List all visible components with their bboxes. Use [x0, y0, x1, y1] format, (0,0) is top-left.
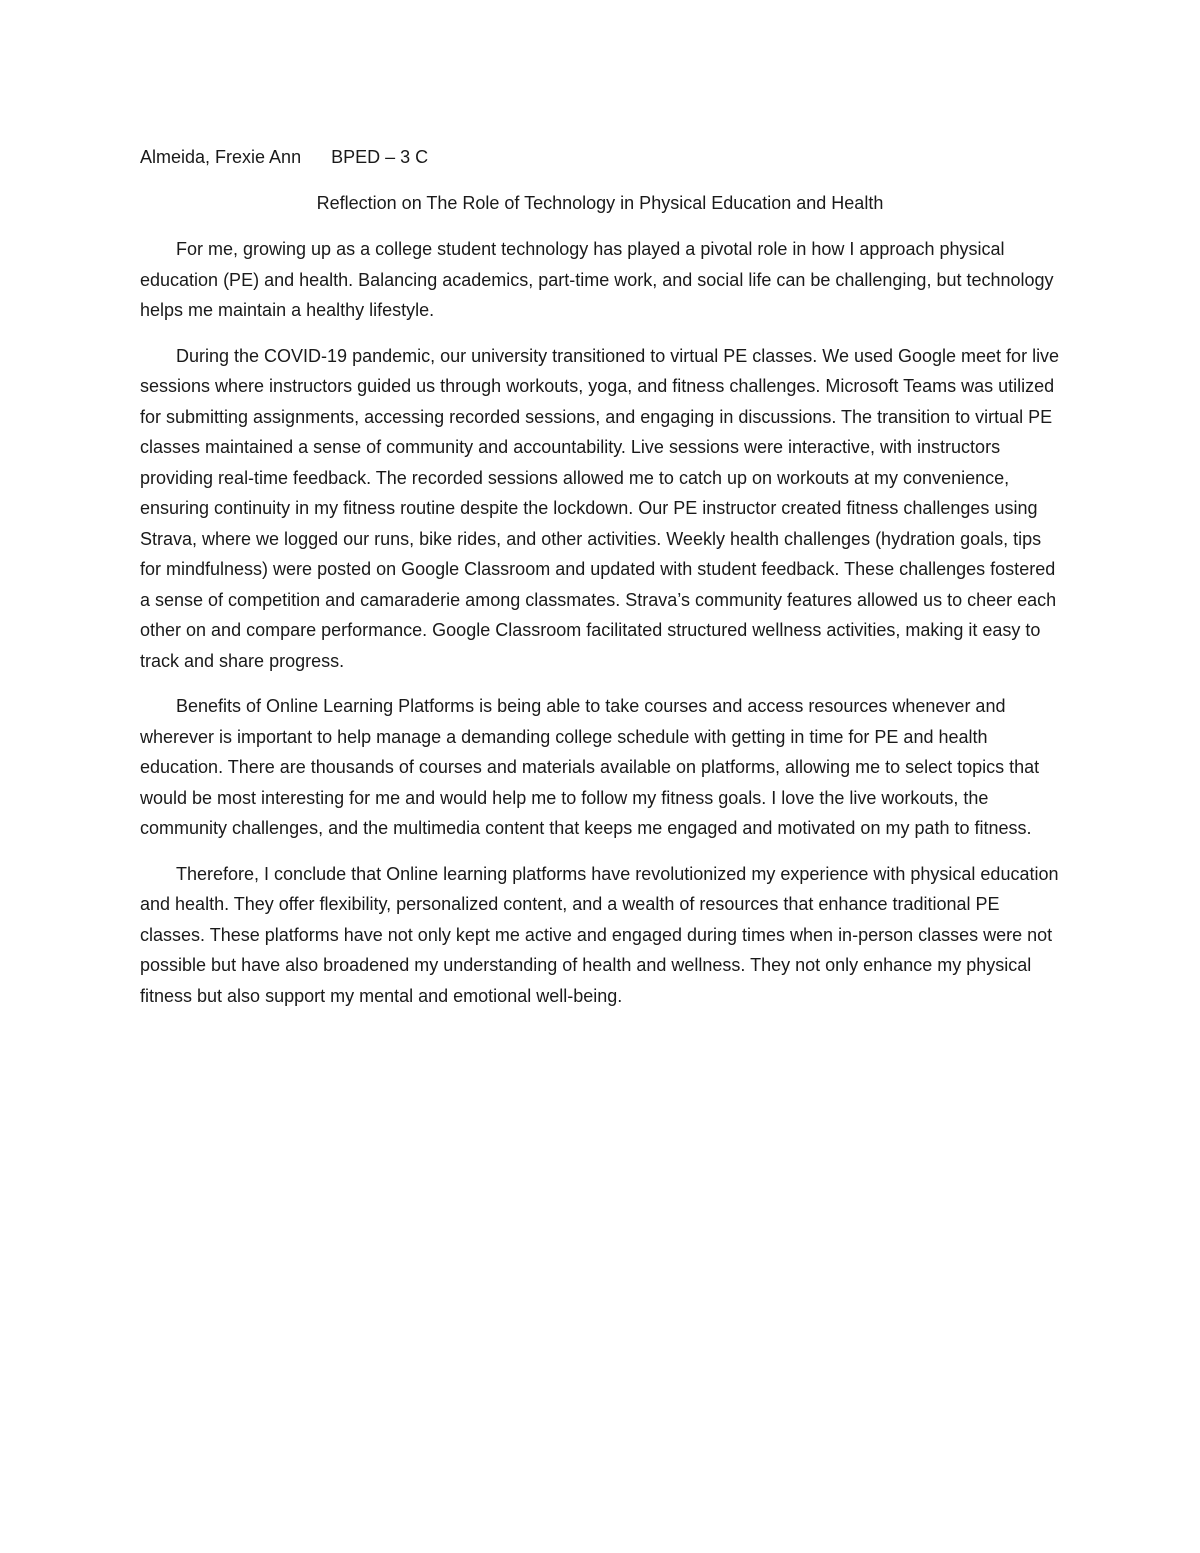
author-name: Almeida, Frexie Ann — [140, 147, 302, 167]
document-body — [140, 234, 1065, 1026]
paragraph-intro: For me, growing up as a college student technology has played a pivotal role in how I approach physical education (PE) and health. Balancing academics, part-time work, and social life can be challenging, but technology helps me maintain a healthy lifestyle. — [140, 239, 1054, 320]
author-header — [140, 144, 428, 170]
paragraph-conclusion: Therefore, I conclude that Online learning platforms have revolutionized my experience with physical education and health. They offer flexibility, personalized content, and a wealth of resources that enhance traditional PE classes. These platforms have not only kept me active and engaged during times when in-person classes were not possible but have also broadened my understanding of health and wellness. They not only enhance my physical fitness but also support my mental and emotional well-being. — [140, 863, 1059, 1006]
paragraph-benefits: Benefits of Online Learning Platforms is being able to take courses and access resources whenever and wherever is important to help manage a demanding college schedule with getting in time for PE and health education. There are thousands of courses and materials available on platforms, allowing me to select topics that would be most interesting for me and would help me to follow my fitness goals. I love the live workouts, the community challenges, and the multimedia content that keeps me engaged and motivated on my path to fitness. — [140, 696, 1040, 838]
document-title: Reflection on The Role of Technology in Physical Education and Health — [316, 193, 884, 213]
paragraph-pandemic: During the COVID-19 pandemic, our university transitioned to virtual PE classes. We used Google meet for live sessions where instructors guided us through workouts, yoga, and fitness challenges. Microsoft Teams was utilized for submitting assignments, accessing recorded sessions, and engaging in discussions. The transition to virtual PE classes maintained a sense of community and accountability. Live sessions were interactive, with instructors providing real-time feedback. The recorded sessions allowed me to catch up on workouts at my convenience, ensuring continuity in my fitness routine despite the lockdown. Our PE instructor created fitness challenges using Strava, where we logged our runs, bike rides, and other activities. Weekly health challenges (hydration goals, tips for mindfulness) were posted on Google Classroom and updated with student feedback. These challenges fostered a sense of competition and camaraderie among classmates. Strava’s community features allowed us to cheer each other on and compare performance. Google Classroom facilitated structured wellness activities, making it easy to track and share progress. — [140, 345, 1060, 671]
class-section: BPED – 3 C — [331, 147, 429, 167]
